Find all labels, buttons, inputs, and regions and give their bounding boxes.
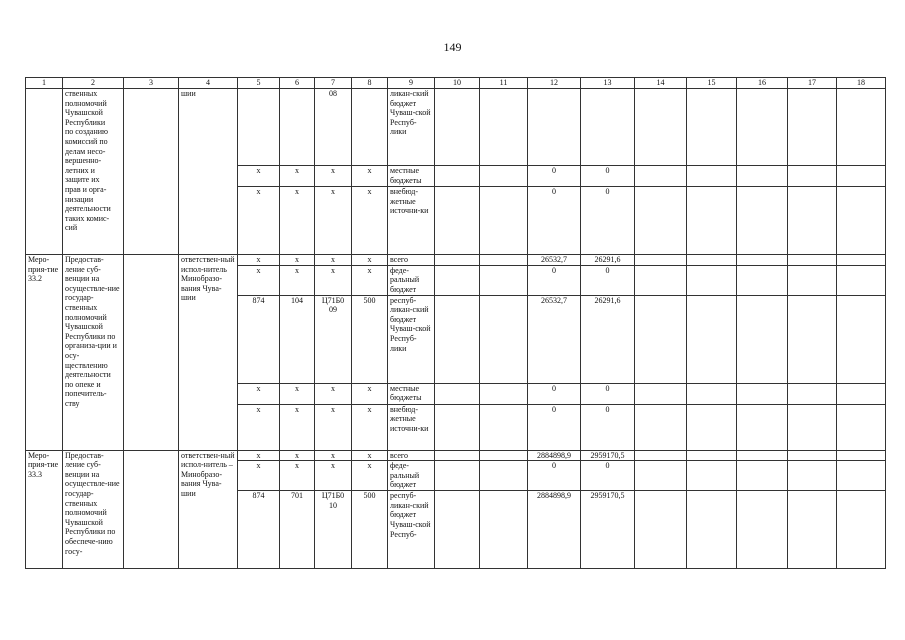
value-c13: 26291,6 — [581, 255, 635, 266]
cell-c6: х — [280, 450, 315, 461]
col3-cell — [124, 89, 179, 255]
value-c13: 0 — [581, 265, 635, 295]
col1-cell — [26, 89, 63, 255]
value-c12: 26532,7 — [528, 255, 581, 266]
table-row — [26, 255, 886, 266]
desc-line: комиссий по — [65, 136, 108, 146]
source-cell: всего — [388, 450, 435, 461]
col-header: 12 — [528, 78, 581, 89]
desc-line: Республики — [65, 117, 106, 127]
value-c13: 0 — [581, 404, 635, 450]
cell-c7: Ц71Б0 10 — [315, 491, 352, 569]
cell-c5: 874 — [238, 295, 280, 383]
table-row — [26, 450, 886, 461]
cell-c5: х — [238, 404, 280, 450]
cell-c7: х — [315, 255, 352, 266]
col3-cell — [124, 450, 179, 569]
col-header: 8 — [352, 78, 388, 89]
col-header: 15 — [687, 78, 737, 89]
desc-line: защите их — [65, 175, 100, 185]
desc-line: прав и орга- — [65, 184, 107, 194]
cell-c6: х — [280, 383, 315, 404]
executor-cell: ответствен-ный испол-нитель Минобразо-вания Чува-шии — [179, 255, 238, 451]
col2-description: Предостав-ление суб-венции на осуществле-ние государ-ственных полномочий Чувашской Республики по организа-ции и осу-ществлению деятельности по опеке и попечитель-ству — [63, 255, 124, 451]
source-cell: внебюд-жетные источни-ки — [388, 404, 435, 450]
source-cell: феде-ральный бюджет — [388, 461, 435, 491]
cell-c7: х — [315, 461, 352, 491]
budget-table — [25, 77, 886, 569]
desc-line: низации — [65, 194, 94, 204]
cell-c6: х — [280, 187, 315, 255]
cell-c5: х — [238, 461, 280, 491]
desc-line: полномочий — [65, 98, 107, 108]
source-cell: всего — [388, 255, 435, 266]
cell-c5: х — [238, 166, 280, 187]
cell-c6: х — [280, 404, 315, 450]
col-header: 2 — [63, 78, 124, 89]
value-c13: 2959170,5 — [581, 450, 635, 461]
source-cell: респуб-ликан-ский бюджет Чуваш-ской Респуб-лики — [388, 295, 435, 383]
value-c13: 0 — [581, 187, 635, 255]
cell-c6 — [280, 89, 315, 166]
desc-line: вершенно- — [65, 156, 102, 166]
page-number: 149 — [443, 40, 462, 54]
col-header: 4 — [179, 78, 238, 89]
source-cell: ликан-ский бюджет Чуваш-ской Респуб-лики — [388, 89, 435, 166]
col-header: 3 — [124, 78, 179, 89]
cell-c8: х — [352, 166, 388, 187]
value-c13: 0 — [581, 461, 635, 491]
col-header: 13 — [581, 78, 635, 89]
col-header: 9 — [388, 78, 435, 89]
cell-c8: 500 — [352, 295, 388, 383]
value-c12: 0 — [528, 166, 581, 187]
activity-id: Меро-прия-тие 33.2 — [26, 255, 63, 451]
value-c13: 0 — [581, 166, 635, 187]
cell-c10 — [435, 89, 480, 166]
value-c13 — [581, 89, 635, 166]
cell-c5: х — [238, 450, 280, 461]
col-header: 6 — [280, 78, 315, 89]
col-header: 10 — [435, 78, 480, 89]
cell-c7: х — [315, 187, 352, 255]
cell-c8: 500 — [352, 491, 388, 569]
value-c12: 0 — [528, 265, 581, 295]
desc-line: таких комис- — [65, 213, 110, 223]
col-header: 11 — [480, 78, 528, 89]
cell-c8: х — [352, 461, 388, 491]
cell-c8: х — [352, 187, 388, 255]
cell-c8: х — [352, 450, 388, 461]
desc-line: по созданию — [65, 127, 109, 137]
cell-c7: 08 — [315, 89, 352, 166]
cell-c11 — [480, 89, 528, 166]
value-c12: 0 — [528, 383, 581, 404]
value-c12: 26532,7 — [528, 295, 581, 383]
value-c12: 2884898,9 — [528, 450, 581, 461]
desc-line: ственных — [65, 89, 98, 98]
activity-id: Меро-прия-тие 33.3 — [26, 450, 63, 569]
executor-cell: ответствен-ный испол-нитель – Минобразо-вания Чува-шии — [179, 450, 238, 569]
col-header: 17 — [788, 78, 837, 89]
value-c12: 2884898,9 — [528, 491, 581, 569]
cell-c5: х — [238, 187, 280, 255]
col-header: 7 — [315, 78, 352, 89]
col-header: 18 — [837, 78, 886, 89]
source-cell: внебюд-жетные источни-ки — [388, 187, 435, 255]
cell-c7: х — [315, 265, 352, 295]
source-cell: местные бюджеты — [388, 383, 435, 404]
col-header: 1 — [26, 78, 63, 89]
col-header: 5 — [238, 78, 280, 89]
cell-c8 — [352, 89, 388, 166]
source-cell: респуб-ликан-ский бюджет Чуваш-ской Респуб- — [388, 491, 435, 569]
col3-cell — [124, 255, 179, 451]
value-c13: 26291,6 — [581, 295, 635, 383]
value-c13: 0 — [581, 383, 635, 404]
source-cell: местные бюджеты — [388, 166, 435, 187]
value-c12 — [528, 89, 581, 166]
header-row — [26, 78, 886, 89]
cell-c7: х — [315, 166, 352, 187]
desc-line: делам несо- — [65, 146, 106, 156]
col2-description — [63, 89, 124, 255]
col-header: 14 — [635, 78, 687, 89]
cell-c5: х — [238, 383, 280, 404]
col2-description: Предостав-ление суб-венции на осуществле-ние государ-ственных полномочий Чувашской Республики по обеспече-нию госу- — [63, 450, 124, 569]
cell-c6: х — [280, 166, 315, 187]
cell-c7: х — [315, 404, 352, 450]
value-c12: 0 — [528, 461, 581, 491]
cell-c6: х — [280, 461, 315, 491]
col-header: 16 — [737, 78, 788, 89]
cell-c5: х — [238, 265, 280, 295]
cell-c7: Ц71Б0 09 — [315, 295, 352, 383]
cell-c8: х — [352, 255, 388, 266]
desc-line: летних и — [65, 165, 95, 175]
cell-c8: х — [352, 404, 388, 450]
value-c12: 0 — [528, 404, 581, 450]
source-cell: феде-ральный бюджет — [388, 265, 435, 295]
desc-line: сий — [65, 223, 78, 233]
value-c13: 2959170,5 — [581, 491, 635, 569]
cell-c7: х — [315, 383, 352, 404]
cell-c6: 104 — [280, 295, 315, 383]
cell-c5: 874 — [238, 491, 280, 569]
executor-cell: шии — [179, 89, 238, 255]
desc-line: деятельности — [65, 204, 111, 214]
cell-c6: х — [280, 255, 315, 266]
table-row — [26, 89, 886, 166]
cell-c6: 701 — [280, 491, 315, 569]
cell-c5 — [238, 89, 280, 166]
cell-c6: х — [280, 265, 315, 295]
cell-c8: х — [352, 265, 388, 295]
cell-c7: х — [315, 450, 352, 461]
desc-line: Чувашской — [65, 108, 103, 118]
cell-c5: х — [238, 255, 280, 266]
cell-c8: х — [352, 383, 388, 404]
value-c12: 0 — [528, 187, 581, 255]
